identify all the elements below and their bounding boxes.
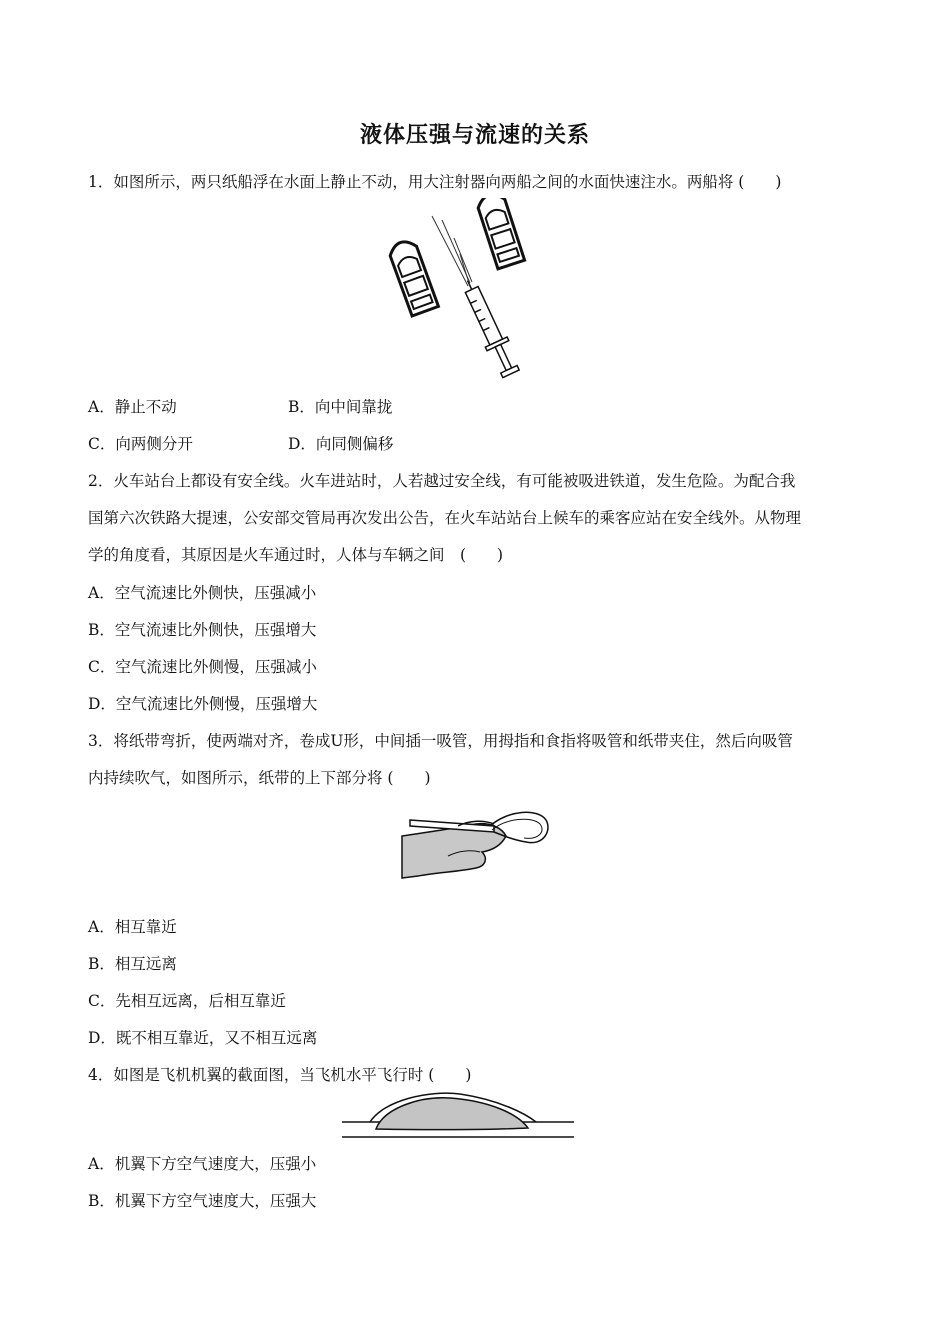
q1-option-d: D．向同侧偏移 (288, 435, 394, 453)
q4-option-a: A．机翼下方空气速度大，压强小 (88, 1155, 317, 1173)
q2-option-c: C．空气流速比外侧慢，压强减小 (88, 658, 317, 676)
q1-option-a: A．静止不动 (88, 398, 177, 416)
syringe-icon (457, 275, 522, 378)
q3-option-c: C．先相互远离，后相互靠近 (88, 992, 286, 1010)
q1-stem: 1．如图所示，两只纸船浮在水面上静止不动，用大注射器向两船之间的水面快速注水。两船将 ( ) (88, 173, 782, 191)
boats-syringe-figure (380, 198, 550, 383)
page-title: 液体压强与流速的关系 (359, 122, 590, 148)
q3-option-b: B．相互远离 (88, 955, 177, 973)
wing-profile-icon (376, 1098, 528, 1130)
q3-stem-line-2: 内持续吹气，如图所示，纸带的上下部分将 ( ) (88, 769, 431, 787)
right-boat-icon (475, 198, 524, 269)
q4-stem: 4．如图是飞机机翼的截面图，当飞机水平飞行时 ( ) (88, 1066, 472, 1084)
left-boat-icon (387, 238, 438, 316)
hand-straw-paper-figure (398, 806, 554, 882)
q3-option-a: A．相互靠近 (88, 918, 177, 936)
q1-option-b: B．向中间靠拢 (288, 398, 393, 416)
q4-option-b: B．机翼下方空气速度大，压强大 (88, 1192, 317, 1210)
q2-stem-line-3: 学的角度看，其原因是火车通过时，人体与车辆之间 ( ) (88, 546, 504, 564)
q1-option-c: C．向两侧分开 (88, 435, 193, 453)
wing-cross-section-figure (340, 1092, 576, 1140)
water-jet-icon (432, 216, 472, 286)
q2-option-b: B．空气流速比外侧快，压强增大 (88, 621, 317, 639)
q2-stem-line-1: 2．火车站台上都设有安全线。火车进站时，人若越过安全线，有可能被吸进铁道，发生危险。为配合我 (88, 472, 796, 490)
q2-option-d: D．空气流速比外侧慢，压强增大 (88, 695, 318, 713)
q3-option-d: D．既不相互靠近，又不相互远离 (88, 1029, 318, 1047)
q2-stem-line-2: 国第六次铁路大提速，公安部交管局再次发出公告，在火车站站台上候车的乘客应站在安全线外。从物理 (88, 509, 802, 527)
q2-option-a: A．空气流速比外侧快，压强减小 (88, 584, 317, 602)
q3-stem-line-1: 3．将纸带弯折，使两端对齐，卷成U形，中间插一吸管，用拇指和食指将吸管和纸带夹住，然后向吸管 (88, 732, 793, 750)
